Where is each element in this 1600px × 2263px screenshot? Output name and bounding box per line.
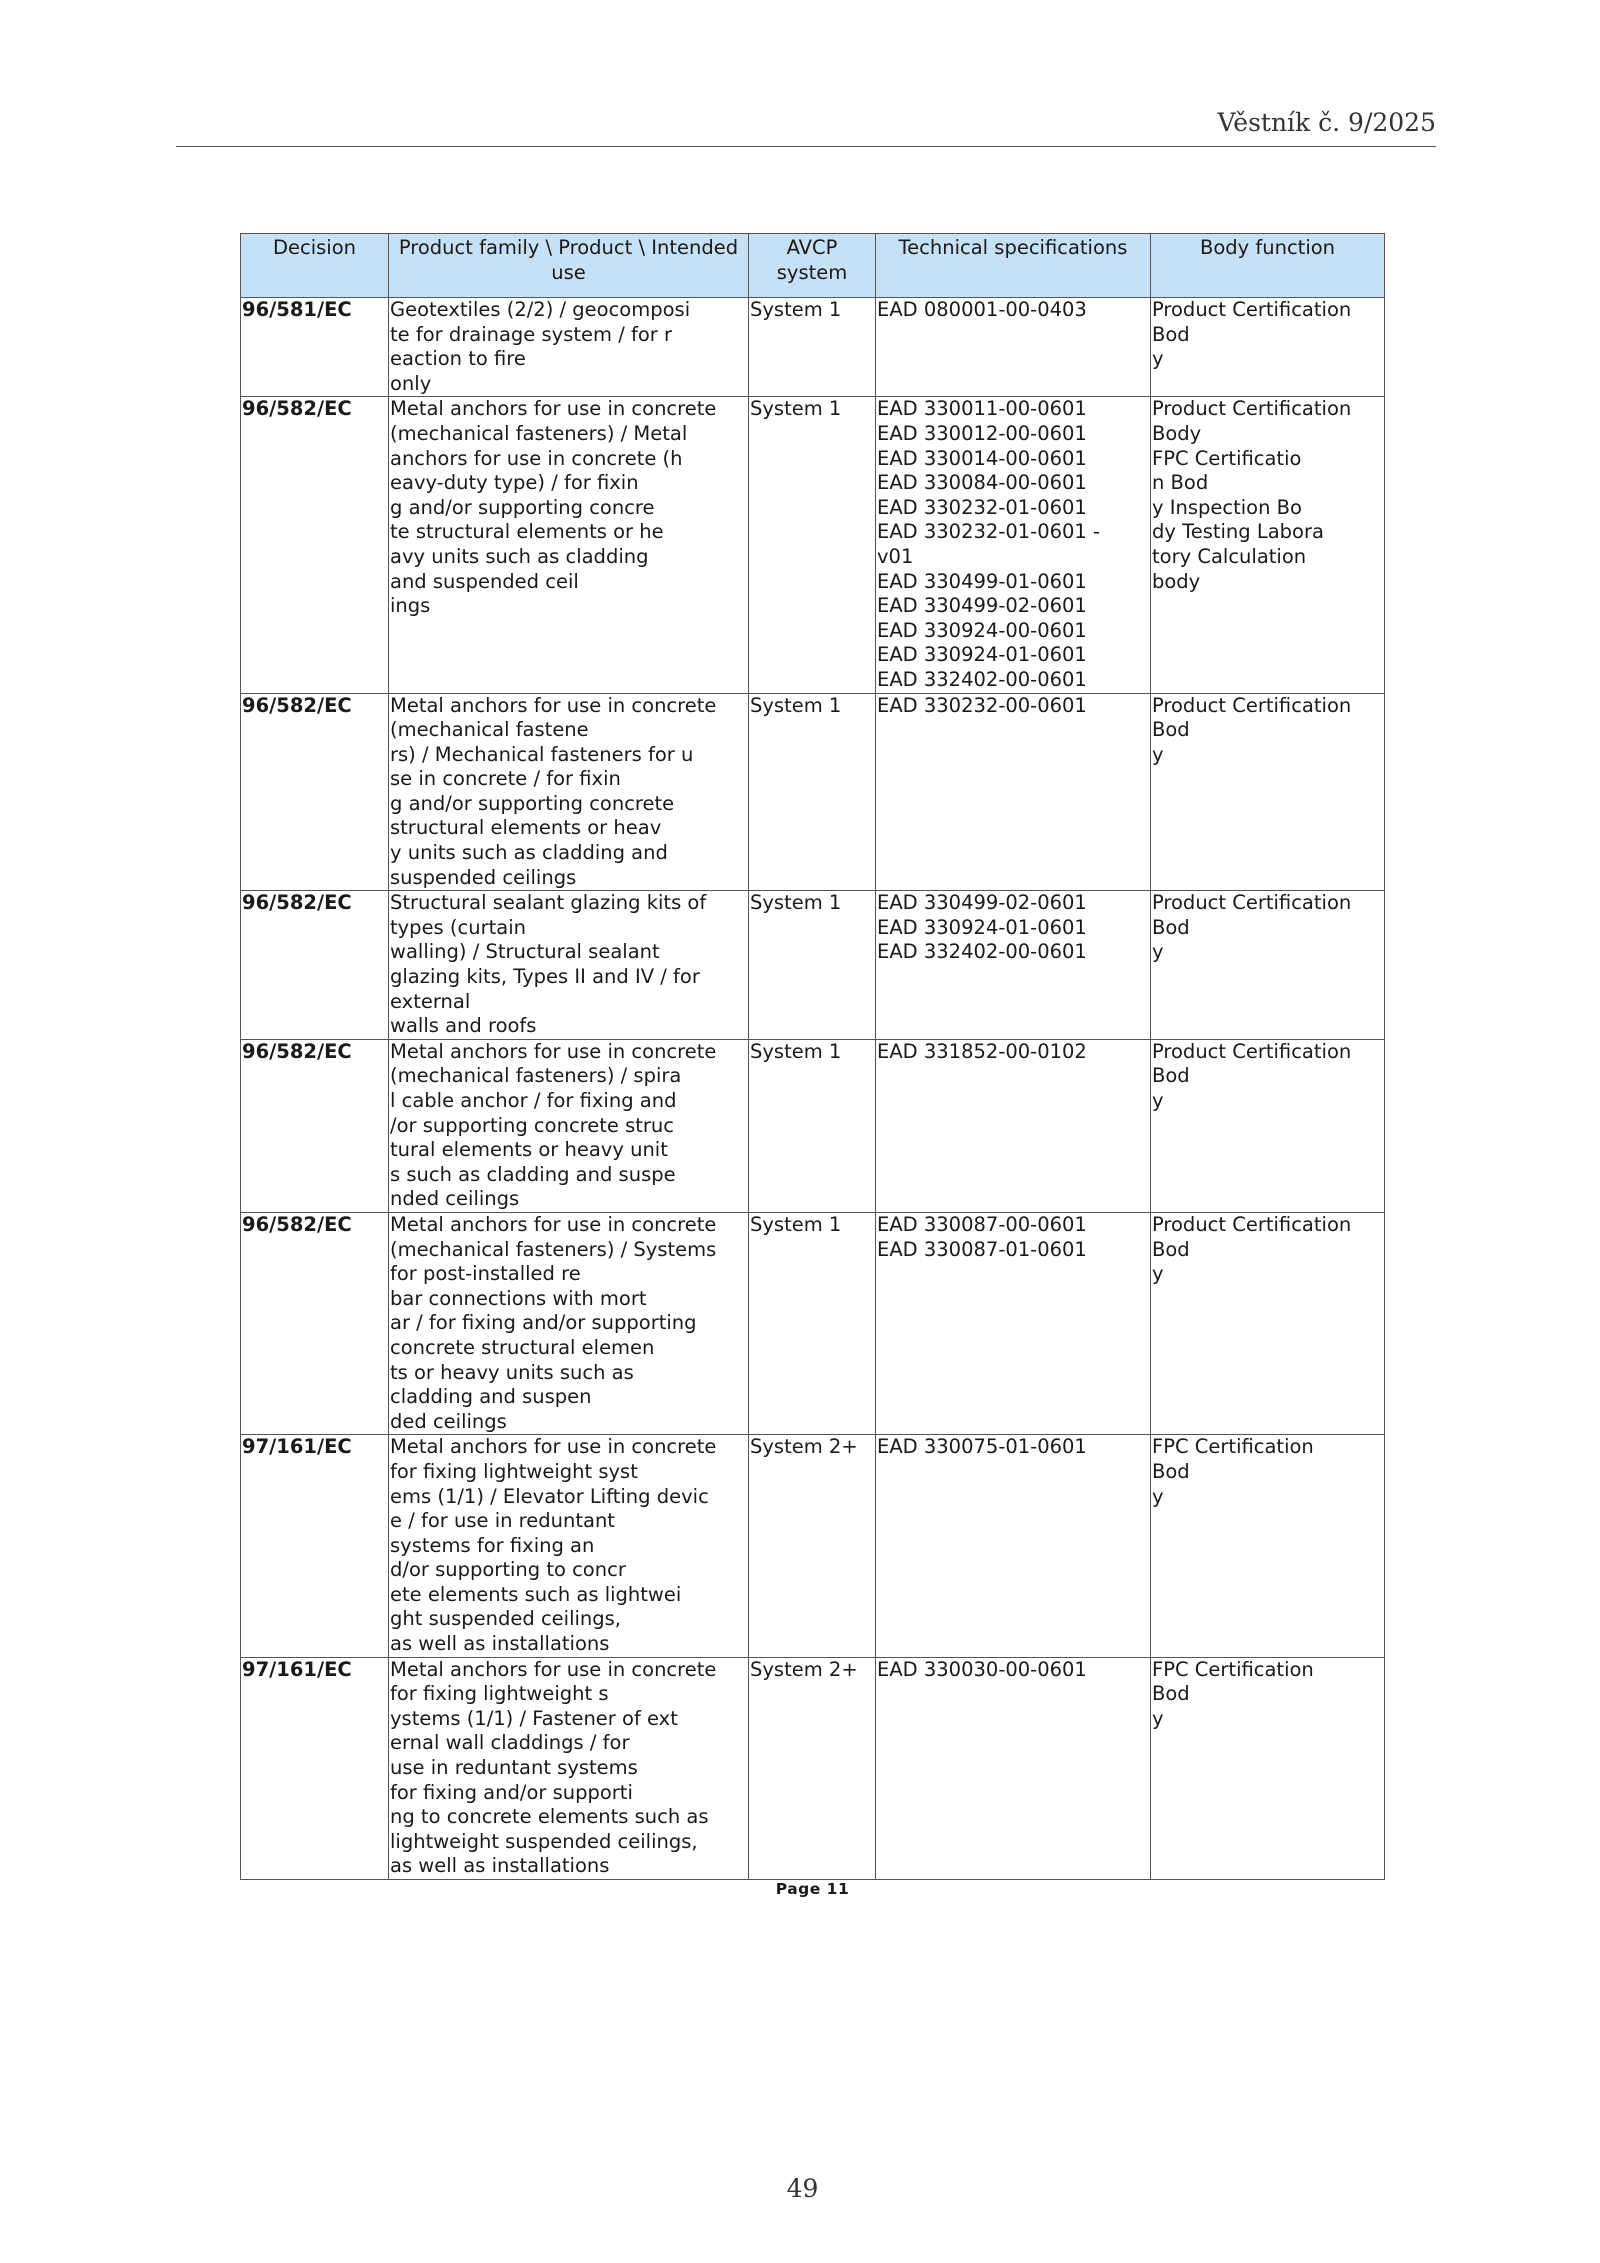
body-function-line: Product Certification [1152,298,1352,321]
product-family-line: types (curtain [390,915,526,939]
product-family-line: (mechanical fasteners) / spira [390,1064,682,1088]
decision-cell: 96/582/EC [241,693,389,891]
product-family-line: (mechanical fasteners) / Systems [390,1237,717,1261]
table-row [241,1657,1385,1879]
avcp-system-cell: System 1 [749,298,876,397]
product-family-line: Metal anchors for use in concrete [390,1212,717,1236]
product-family-line: se in concrete / for fixin [390,767,621,791]
product-family-line: as well as installations [390,1854,610,1878]
product-family-line: only [390,371,432,395]
avcp-system-cell: System 2+ [749,1657,876,1879]
column-header-technical-specifications: Technical specifications [876,234,1151,298]
product-family-line: ernal wall claddings / for [390,1731,630,1755]
body-function-line: FPC Certification [1152,1657,1314,1681]
body-function-line: Bod [1152,322,1190,346]
product-family-line: for fixing and/or supporti [390,1780,633,1804]
product-family-line: l cable anchor / for fixing and [390,1089,677,1112]
page-number: 49 [786,2174,819,2203]
product-family-line: ght suspended ceilings, [390,1607,622,1631]
table-header-row [241,234,1385,298]
product-family-cell [389,1039,749,1212]
body-function-cell [1151,1435,1385,1657]
avcp-system-cell: System 1 [749,891,876,1040]
technical-specification-line: EAD 330012-00-0601 [877,421,1087,445]
product-family-line: as well as installations [390,1632,610,1656]
product-family-cell [389,891,749,1040]
journal-issue-header: Věstník č. 9/2025 [1217,108,1436,137]
product-family-line: d/or supporting to concr [390,1558,626,1582]
body-function-line: y [1152,1089,1164,1112]
table-row [241,693,1385,891]
body-function-line: y [1152,1706,1164,1730]
product-family-line: bar connections with mort [390,1286,647,1310]
product-family-line: ems (1/1) / Elevator Lifting devic [390,1484,709,1508]
technical-specification-line: EAD 330232-00-0601 [877,693,1087,717]
body-function-line: body [1152,569,1201,593]
product-family-line: lightweight suspended ceilings, [390,1829,698,1853]
product-family-line: suspended ceilings [390,865,577,889]
body-function-line: Product Certification [1152,1039,1352,1063]
product-specification-table [240,233,1385,1880]
product-family-line: glazing kits, Types II and IV / for [390,965,700,989]
decision-cell: 96/582/EC [241,1039,389,1212]
body-function-line: Bod [1152,915,1190,939]
body-function-line: Bod [1152,1459,1190,1483]
technical-specification-line: EAD 332402-00-0601 [877,940,1087,964]
avcp-system-cell: System 2+ [749,1435,876,1657]
technical-specification-line: EAD 330011-00-0601 [877,397,1087,421]
body-function-line: Product Certification [1152,1212,1352,1236]
technical-specification-line: EAD 330232-01-0601 - [877,520,1101,544]
product-family-line: g and/or supporting concrete [390,791,675,815]
product-family-line: avy units such as cladding [390,544,649,568]
product-family-line: y units such as cladding and [390,841,668,865]
body-function-line: Bod [1152,1237,1190,1261]
technical-specification-line: EAD 332402-00-0601 [877,667,1087,691]
body-function-cell [1151,693,1385,891]
body-function-line: Bod [1152,1682,1190,1706]
product-family-line: ings [390,594,431,618]
product-family-line: cladding and suspen [390,1385,592,1409]
column-header-decision: Decision [241,234,389,298]
product-family-line: (mechanical fasteners) / Metal [390,421,688,445]
product-family-line: te for drainage system / for r [390,322,672,346]
product-family-line: walls and roofs [390,1014,537,1038]
body-function-line: y [1152,742,1164,766]
decision-cell: 96/582/EC [241,891,389,1040]
table-row [241,397,1385,693]
product-family-line: eavy-duty type) / for fixin [390,471,639,495]
body-function-cell [1151,1212,1385,1434]
product-family-cell [389,693,749,891]
avcp-system-cell: System 1 [749,1212,876,1434]
decision-cell: 96/582/EC [241,397,389,693]
product-family-line: for post-installed re [390,1262,581,1286]
technical-specifications-cell [876,1212,1151,1434]
body-function-line: y [1152,1484,1164,1508]
body-function-cell [1151,397,1385,693]
product-family-line: rs) / Mechanical fasteners for u [390,742,694,766]
table-row [241,1435,1385,1657]
technical-specification-line: EAD 330499-01-0601 [877,569,1087,593]
technical-specifications-cell [876,891,1151,1040]
body-function-line: tory Calculation [1152,544,1307,568]
avcp-system-cell: System 1 [749,397,876,693]
body-function-line: n Bod [1152,471,1209,495]
product-family-line: external [390,989,471,1013]
product-family-line: and suspended ceil [390,569,579,593]
header-rule [176,146,1436,147]
technical-specification-line: EAD 330232-01-0601 [877,495,1087,519]
column-header-product-family: Product family \ Product \ Intended use [389,234,749,298]
body-function-line: Product Certification [1152,891,1352,915]
column-header-avcp-system: AVCP system [749,234,876,298]
body-function-line: y [1152,1262,1164,1286]
decision-cell: 97/161/EC [241,1657,389,1879]
product-family-cell [389,298,749,397]
technical-specification-line: EAD 330499-02-0601 [877,594,1087,618]
technical-specifications-cell [876,1435,1151,1657]
body-function-line: y [1152,940,1164,964]
technical-specifications-cell [876,298,1151,397]
technical-specification-line: EAD 330924-01-0601 [877,643,1087,667]
table-row [241,1039,1385,1212]
product-family-line: s such as cladding and suspe [390,1162,676,1186]
decision-cell: 96/582/EC [241,1212,389,1434]
product-family-cell [389,1435,749,1657]
product-family-line: Metal anchors for use in concrete [390,1657,717,1681]
body-function-cell [1151,1039,1385,1212]
product-family-line: /or supporting concrete struc [390,1113,674,1137]
product-family-line: for fixing lightweight syst [390,1459,638,1483]
inner-page-label: Page 11 [775,1880,850,1898]
product-family-line: anchors for use in concrete (h [390,446,683,470]
technical-specification-line: EAD 330499-02-0601 [877,891,1087,915]
product-family-line: g and/or supporting concre [390,495,655,519]
product-family-line: systems for fixing an [390,1533,595,1557]
product-family-line: tural elements or heavy unit [390,1138,668,1162]
product-family-line: ystems (1/1) / Fastener of ext [390,1706,678,1730]
body-function-line: FPC Certification [1152,1435,1314,1459]
product-family-line: Geotextiles (2/2) / geocomposi [390,298,691,321]
table-row [241,1212,1385,1434]
column-header-body-function: Body function [1151,234,1385,298]
body-function-line: y [1152,347,1164,371]
product-family-line: Metal anchors for use in concrete [390,1039,717,1063]
product-family-line: nded ceilings [390,1187,520,1211]
body-function-line: FPC Certificatio [1152,446,1302,470]
technical-specification-line: EAD 330030-00-0601 [877,1657,1087,1681]
product-family-line: ar / for fixing and/or supporting [390,1311,697,1335]
body-function-cell [1151,298,1385,397]
product-family-cell [389,1657,749,1879]
decision-cell: 96/581/EC [241,298,389,397]
product-family-line: Metal anchors for use in concrete [390,397,717,421]
product-family-line: use in reduntant systems [390,1756,638,1780]
product-family-line: ete elements such as lightwei [390,1582,682,1606]
product-family-line: ts or heavy units such as [390,1360,634,1384]
avcp-system-cell: System 1 [749,1039,876,1212]
product-family-line: for fixing lightweight s [390,1682,609,1706]
product-family-line: Metal anchors for use in concrete [390,1435,717,1459]
product-family-cell [389,397,749,693]
technical-specifications-cell [876,1657,1151,1879]
technical-specification-line: EAD 330087-00-0601 [877,1212,1087,1236]
body-function-line: y Inspection Bo [1152,495,1302,519]
technical-specification-line: EAD 330087-01-0601 [877,1237,1087,1261]
technical-specification-line: v01 [877,544,914,568]
technical-specification-line: EAD 330084-00-0601 [877,471,1087,495]
technical-specifications-cell [876,1039,1151,1212]
body-function-cell [1151,1657,1385,1879]
technical-specification-line: EAD 330075-01-0601 [877,1435,1087,1459]
body-function-line: Product Certification [1152,693,1352,717]
technical-specifications-cell [876,397,1151,693]
product-family-line: concrete structural elemen [390,1335,655,1359]
technical-specification-line: EAD 330924-01-0601 [877,915,1087,939]
body-function-line: Bod [1152,718,1190,742]
product-family-line: structural elements or heav [390,816,662,840]
product-family-line: Metal anchors for use in concrete [390,693,717,717]
avcp-system-cell: System 1 [749,693,876,891]
technical-specifications-cell [876,693,1151,891]
product-family-line: ded ceilings [390,1409,507,1433]
table-row [241,891,1385,1040]
body-function-line: dy Testing Labora [1152,520,1324,544]
decision-cell: 97/161/EC [241,1435,389,1657]
product-family-line: e / for use in reduntant [390,1509,615,1533]
body-function-line: Bod [1152,1064,1190,1088]
table-row [241,298,1385,397]
technical-specification-line: EAD 331852-00-0102 [877,1039,1087,1063]
technical-specification-line: EAD 080001-00-0403 [877,298,1087,321]
product-family-line: Structural sealant glazing kits of [390,891,707,915]
product-family-line: walling) / Structural sealant [390,940,660,964]
body-function-line: Product Certification [1152,397,1352,421]
product-family-line: te structural elements or he [390,520,664,544]
product-family-line: eaction to fire [390,347,526,371]
product-family-line: (mechanical fastene [390,718,589,742]
product-family-line: ng to concrete elements such as [390,1805,709,1829]
technical-specification-line: EAD 330014-00-0601 [877,446,1087,470]
technical-specification-line: EAD 330924-00-0601 [877,618,1087,642]
body-function-line: Body [1152,421,1202,445]
body-function-cell [1151,891,1385,1040]
product-family-cell [389,1212,749,1434]
